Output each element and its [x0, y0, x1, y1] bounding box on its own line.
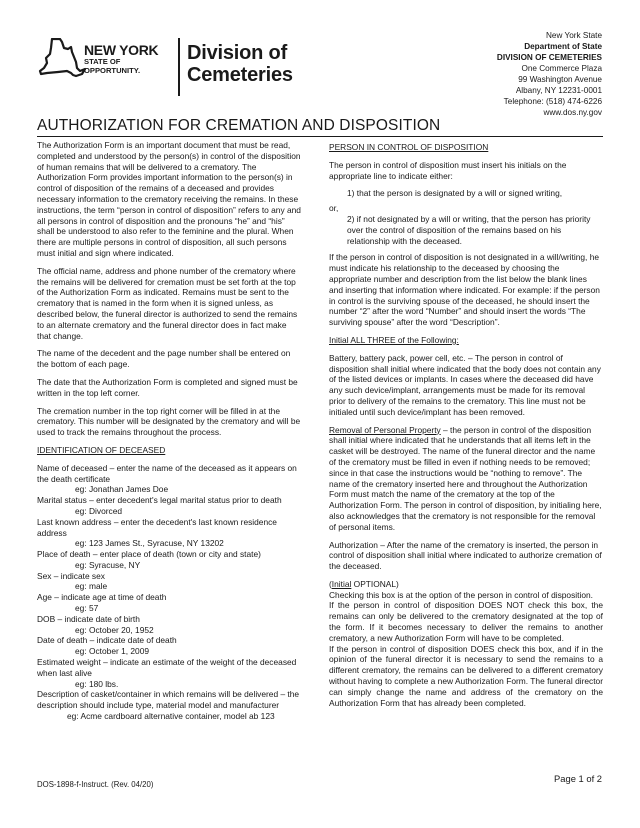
address-city: Albany, NY 12231-0001: [515, 86, 602, 95]
address-department: Department of State: [524, 42, 602, 51]
ny-wordmark-line2: STATE OF: [84, 57, 121, 66]
field-example: eg: male: [75, 581, 108, 592]
removal-text: – the person in control of the disposition shall initial where indicated that he understands that all items left in the casket will be destroyed. The name of the funeral director and the name of the crematory must be filled in even if nothing needs to be removed; since in that case the instructions would be “nothing to remove”. The name of the crematory inserted here and throughout the Authorization Form must match the name of the crematory at the top of the Authorization Form. The person in control of disposition, by initialing here, also acknowledges that the crematory is not responsible for the removal of personal items.: [329, 424, 602, 532]
decedent-name-paragraph: The name of the decedent and the page number shall be entered on the bottom of each page.: [37, 348, 291, 370]
identification-heading: IDENTIFICATION OF DECEASED: [37, 444, 166, 455]
division-line2: Cemeteries: [187, 64, 293, 86]
field-label: Marital status – enter decedent's legal marital status prior to death: [37, 495, 282, 506]
left-column: [37, 140, 302, 722]
date-paragraph: The date that the Authorization Form is completed and signed must be written in the top left corner.: [37, 376, 298, 398]
ny-wordmark: [84, 43, 158, 75]
field-label: Age – indicate age at time of death: [37, 592, 167, 603]
logo-divider: [178, 38, 180, 96]
address-state: New York State: [546, 31, 602, 40]
letterhead: [0, 0, 640, 116]
field-last-known-address: [37, 517, 302, 549]
optional-paragraph-1: Checking this box is at the option of the person in control of disposition.: [329, 589, 593, 600]
page-number: Page 1 of 2: [554, 773, 602, 784]
pcd-option-2-text: 2) if not designated by a will or writing, that the person has priority over the control of disposition of the remains based on his relationship with the deceased.: [347, 213, 591, 246]
address-street2: 99 Washington Avenue: [518, 75, 602, 84]
battery-paragraph: Battery, battery pack, power cell, etc. – The person in control of disposition shall initial where indicated that the body does not contain any of the listed devices or implants. In cases where the deceased did have any such device/implant, arrangements must be made for its removal prior to delivery of the remains to the crematory. This line must not be initialed until such device/implant has been removed.: [329, 352, 601, 417]
field-marital-status: [37, 495, 302, 517]
optional-initial: Initial: [331, 578, 352, 589]
field-label: Sex – indicate sex: [37, 570, 105, 581]
optional-paragraph-3: If the person in control of disposition DOES check this box, and if in the opinion of the funeral director it is necessary to send the remains to a different crematory, the remains can be delivered to a different crematory without having to complete a new Authorization Form. The funeral director can simply change the name and address of the crematory on the Authorization Form that has already been completed.: [329, 643, 603, 708]
intro-paragraph: The Authorization Form is an important document that must be read, completed and understood by the person(s) in control of the disposition of human remains that will be delivered to a crematory. The Authorization Form provides important information to the person(s) in control of disposition of the remains of a deceased and provides necessary information to the crematory receiving the remains. In these instructions, the term “person in control of disposition” refers to any and all persons in control of disposition and the pronouns “he” and “his” shall be understood to also refer to the feminine and the plural. When there are multiple persons in control of disposition, all such persons must initial and sign where indicated.: [37, 140, 301, 258]
field-place-of-death: [37, 549, 302, 571]
address-street1: One Commerce Plaza: [521, 64, 602, 73]
field-age: [37, 592, 302, 614]
pcd-option-2: [329, 214, 603, 246]
field-label: Description of casket/container in which remains will be delivered – the description should include type, material model and manufacturer: [37, 689, 300, 711]
field-example: eg: October 20, 1952: [75, 624, 154, 635]
address-website: www.dos.ny.gov: [543, 108, 602, 117]
field-name-of-deceased: [37, 463, 302, 495]
address-phone: Telephone: (518) 474-6226: [503, 97, 602, 106]
new-york-state-map-icon: [38, 38, 86, 82]
address-division: DIVISION OF CEMETERIES: [496, 53, 602, 62]
optional-heading: [329, 579, 603, 590]
crematory-paragraph: The official name, address and phone number of the crematory where the remains will be delivered for cremation must be set forth at the top of the Authorization Form as indicated. Remains must be sent to the crematory that is named in the form when it is signed unless, as described below, the funeral director is authorized to send the remains to an alternate crematory and the funeral director does in fact make that change.: [37, 265, 298, 341]
field-label: Estimated weight – indicate an estimate of the weight of the deceased when last alive: [37, 657, 297, 678]
field-date-of-death: [37, 635, 302, 657]
pcd-heading: PERSON IN CONTROL OF DISPOSITION: [329, 142, 489, 152]
field-label: Name of deceased – enter the name of the deceased as it appears on the death certificate: [37, 462, 297, 484]
right-column: [329, 142, 603, 708]
ny-wordmark-line3: OPPORTUNITY.: [84, 65, 141, 75]
document-title: AUTHORIZATION FOR CREMATION AND DISPOSITION: [37, 117, 441, 134]
field-sex: [37, 571, 302, 593]
authorization-paragraph: Authorization – After the name of the crematory is inserted, the person in control of disposition shall initial where indicated to authorize cremation of the deceased.: [329, 539, 602, 572]
field-dob: [37, 614, 302, 636]
cremation-number-paragraph: The cremation number in the top right corner will be filled in at the crematory. This number will be designated by the crematory and will be used to track the remains throughout the process.: [37, 405, 301, 438]
document-title-bar: [37, 117, 603, 137]
field-example: eg: October 1, 2009: [75, 646, 150, 657]
field-example: eg: Acme cardboard alternative container, model ab 123: [67, 711, 275, 722]
field-casket-description: [37, 689, 302, 721]
pcd-intro: The person in control of disposition must insert his initials on the appropriate line to indicate either:: [329, 159, 567, 181]
removal-label: Removal of Personal Property: [329, 424, 441, 435]
division-line1: Division of: [187, 42, 288, 64]
form-id: DOS-1898-f-Instruct. (Rev. 04/20): [37, 780, 154, 789]
field-label: Date of death – indicate date of death: [37, 635, 177, 646]
field-label: Last known address – enter the decedent's last known residence address: [37, 516, 277, 538]
agency-address: [497, 30, 602, 118]
field-example: eg: Divorced: [75, 505, 123, 516]
field-example: eg: 123 James St., Syracuse, NY 13202: [75, 538, 224, 549]
pcd-or: or,: [329, 203, 339, 214]
identification-fields: [37, 463, 302, 722]
initial-heading: Initial ALL THREE of the Following:: [329, 334, 459, 345]
field-example: eg: 57: [75, 603, 99, 614]
field-example: eg: 180 lbs.: [75, 678, 119, 689]
optional-rest: OPTIONAL): [351, 578, 399, 589]
division-name: [187, 42, 293, 86]
nys-logo: [38, 38, 298, 98]
ny-wordmark-line1: NEW YORK: [84, 42, 159, 58]
field-example: eg: Jonathan James Doe: [75, 484, 169, 495]
optional-open-paren: (: [329, 578, 332, 589]
field-label: Place of death – enter place of death (town or city and state): [37, 549, 261, 560]
pcd-relationship-paragraph: If the person in control of disposition is not designated in a will/writing, he must indicate his relationship to the deceased by choosing the appropriate number and description from the list below the blank lines and inserting that information where indicated. For example: if the person in control is the surviving spouse of the deceased, he should insert the number “2” after the word “Number” and should insert the words “The surviving spouse” after the word “Description”.: [329, 252, 600, 328]
pcd-option-1: 1) that the person is designated by a will or signed writing,: [347, 188, 563, 199]
field-label: DOB – indicate date of birth: [37, 613, 140, 624]
field-example: eg: Syracuse, NY: [75, 559, 141, 570]
optional-paragraph-2: If the person in control of disposition DOES NOT check this box, the remains can only be delivered to the crematory designated at the top of the form. If it becomes necessary to deliver the remains to another crematory, a new Authorization Form will have to be completed.: [329, 600, 603, 643]
field-estimated-weight: [37, 657, 302, 689]
removal-paragraph: [329, 425, 603, 533]
